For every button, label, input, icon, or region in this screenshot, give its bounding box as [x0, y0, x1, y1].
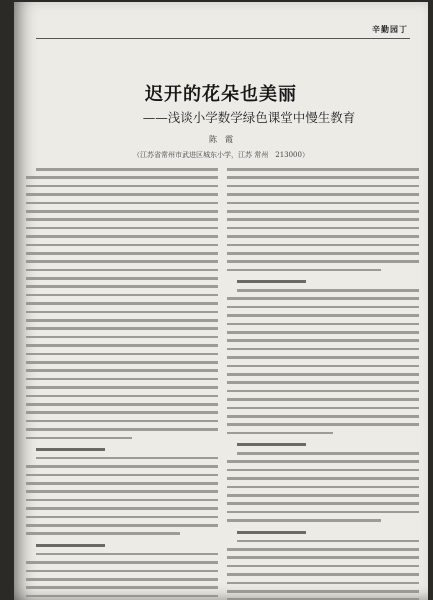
author-name: 陈 霞 — [209, 135, 233, 144]
magazine-page — [14, 2, 428, 600]
author-affiliation: （江苏省常州市武进区城东小学，江苏 常州 213000） — [133, 151, 309, 159]
header-rule — [36, 38, 410, 39]
body-column-right — [227, 168, 419, 600]
article-subtitle: ——浅谈小学数学绿色课堂中慢生教育 — [142, 110, 356, 125]
article-title: 迟开的花朵也美丽 — [145, 84, 297, 105]
section-tag: 辛勤园丁 — [372, 24, 408, 34]
body-column-left — [26, 168, 218, 600]
